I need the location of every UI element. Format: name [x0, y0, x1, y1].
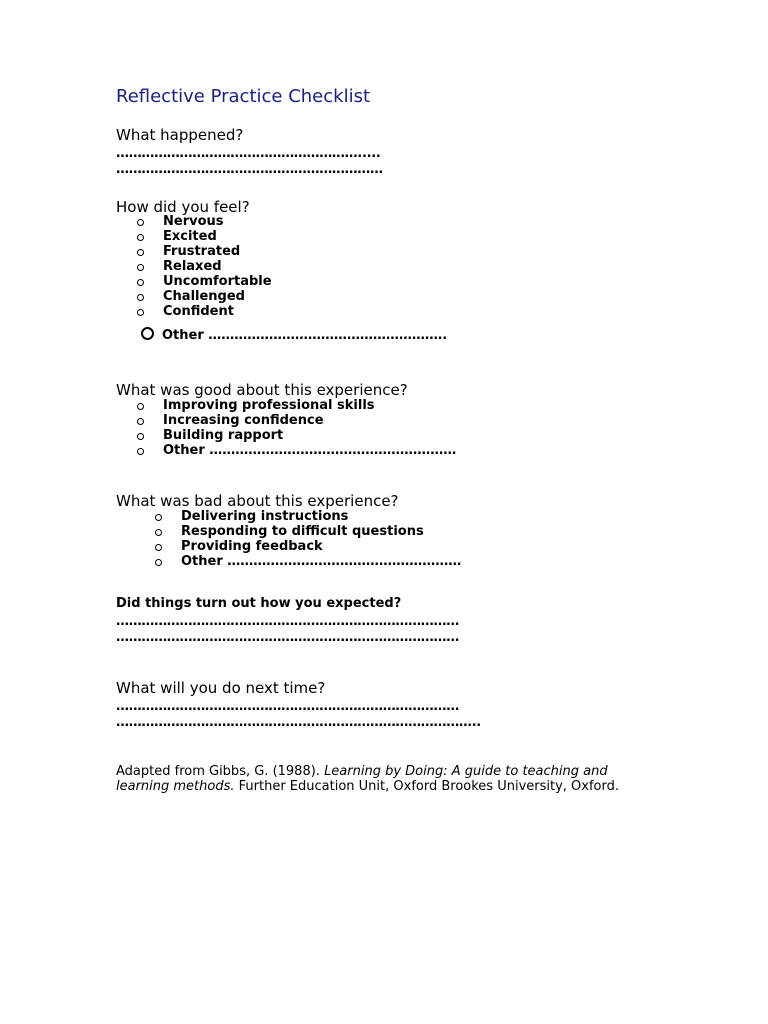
circle-bullet-icon [137, 234, 144, 241]
circle-bullet-icon [137, 264, 144, 271]
answer-line: ……………………………………………………… [116, 162, 383, 177]
feel-options-list [137, 214, 272, 319]
list-item [137, 398, 456, 413]
option-label: Excited [163, 229, 217, 244]
circle-bullet-icon [137, 448, 144, 455]
circle-bullet-icon [155, 559, 162, 566]
citation-prefix: Adapted from Gibbs, G. (1988). [116, 764, 325, 779]
circle-bullet-icon [137, 294, 144, 301]
question-what-was-bad: What was bad about this experience? [116, 492, 399, 510]
question-how-did-you-feel: How did you feel? [116, 198, 250, 216]
citation-suffix: Further Education Unit, Oxford Brookes University, Oxford. [234, 779, 619, 794]
good-options-list [137, 398, 456, 458]
answer-line: …………………………………………………..... [116, 146, 381, 161]
question-turn-out-expected: Did things turn out how you expected? [116, 596, 402, 611]
bad-options-list [155, 509, 461, 569]
option-label: Increasing confidence [163, 413, 324, 428]
answer-line: ………………………………………………………………………….. [116, 715, 481, 730]
circle-bullet-icon [137, 219, 144, 226]
option-label: Relaxed [163, 259, 222, 274]
large-circle-bullet-icon [141, 327, 154, 340]
page-title: Reflective Practice Checklist [116, 86, 371, 107]
option-label: Delivering instructions [181, 509, 349, 524]
option-label: Confident [163, 304, 234, 319]
option-label: Providing feedback [181, 539, 323, 554]
list-item [137, 214, 272, 229]
list-item [155, 539, 461, 554]
circle-bullet-icon [137, 433, 144, 440]
option-label: Frustrated [163, 244, 241, 259]
option-label: Other ………………………………………………. [162, 328, 448, 343]
circle-bullet-icon [137, 418, 144, 425]
option-label: Other ………………………………………………… [163, 443, 457, 458]
option-label: Improving professional skills [163, 398, 375, 413]
list-item [155, 524, 461, 539]
circle-bullet-icon [137, 249, 144, 256]
list-item [137, 259, 272, 274]
circle-bullet-icon [137, 309, 144, 316]
list-item [155, 509, 461, 524]
question-what-happened: What happened? [116, 126, 244, 144]
feel-other-option [141, 327, 447, 343]
circle-bullet-icon [155, 514, 162, 521]
circle-bullet-icon [155, 544, 162, 551]
answer-line: ……………………………………………………………………… [116, 699, 459, 714]
list-item [137, 304, 272, 319]
circle-bullet-icon [155, 529, 162, 536]
circle-bullet-icon [137, 279, 144, 286]
list-item [137, 443, 456, 458]
list-item [137, 428, 456, 443]
citation-title: Learning by Doing: A guide to teaching and learning methods. [116, 764, 608, 794]
option-label: Uncomfortable [163, 274, 272, 289]
option-label: Building rapport [163, 428, 284, 443]
option-label: Nervous [163, 214, 224, 229]
list-item [137, 229, 272, 244]
answer-line: ……………………………………………………………………… [116, 614, 459, 629]
option-label: Responding to difficult questions [181, 524, 424, 539]
option-label: Other ……………………………………………… [181, 554, 462, 569]
list-item [137, 244, 272, 259]
list-item [155, 554, 461, 569]
list-item [137, 274, 272, 289]
option-label: Challenged [163, 289, 245, 304]
question-what-was-good: What was good about this experience? [116, 381, 408, 399]
citation-note [116, 764, 636, 794]
list-item [137, 289, 272, 304]
list-item [137, 413, 456, 428]
answer-line: ……………………………………………………………………… [116, 630, 459, 645]
question-next-time: What will you do next time? [116, 679, 326, 697]
circle-bullet-icon [137, 403, 144, 410]
